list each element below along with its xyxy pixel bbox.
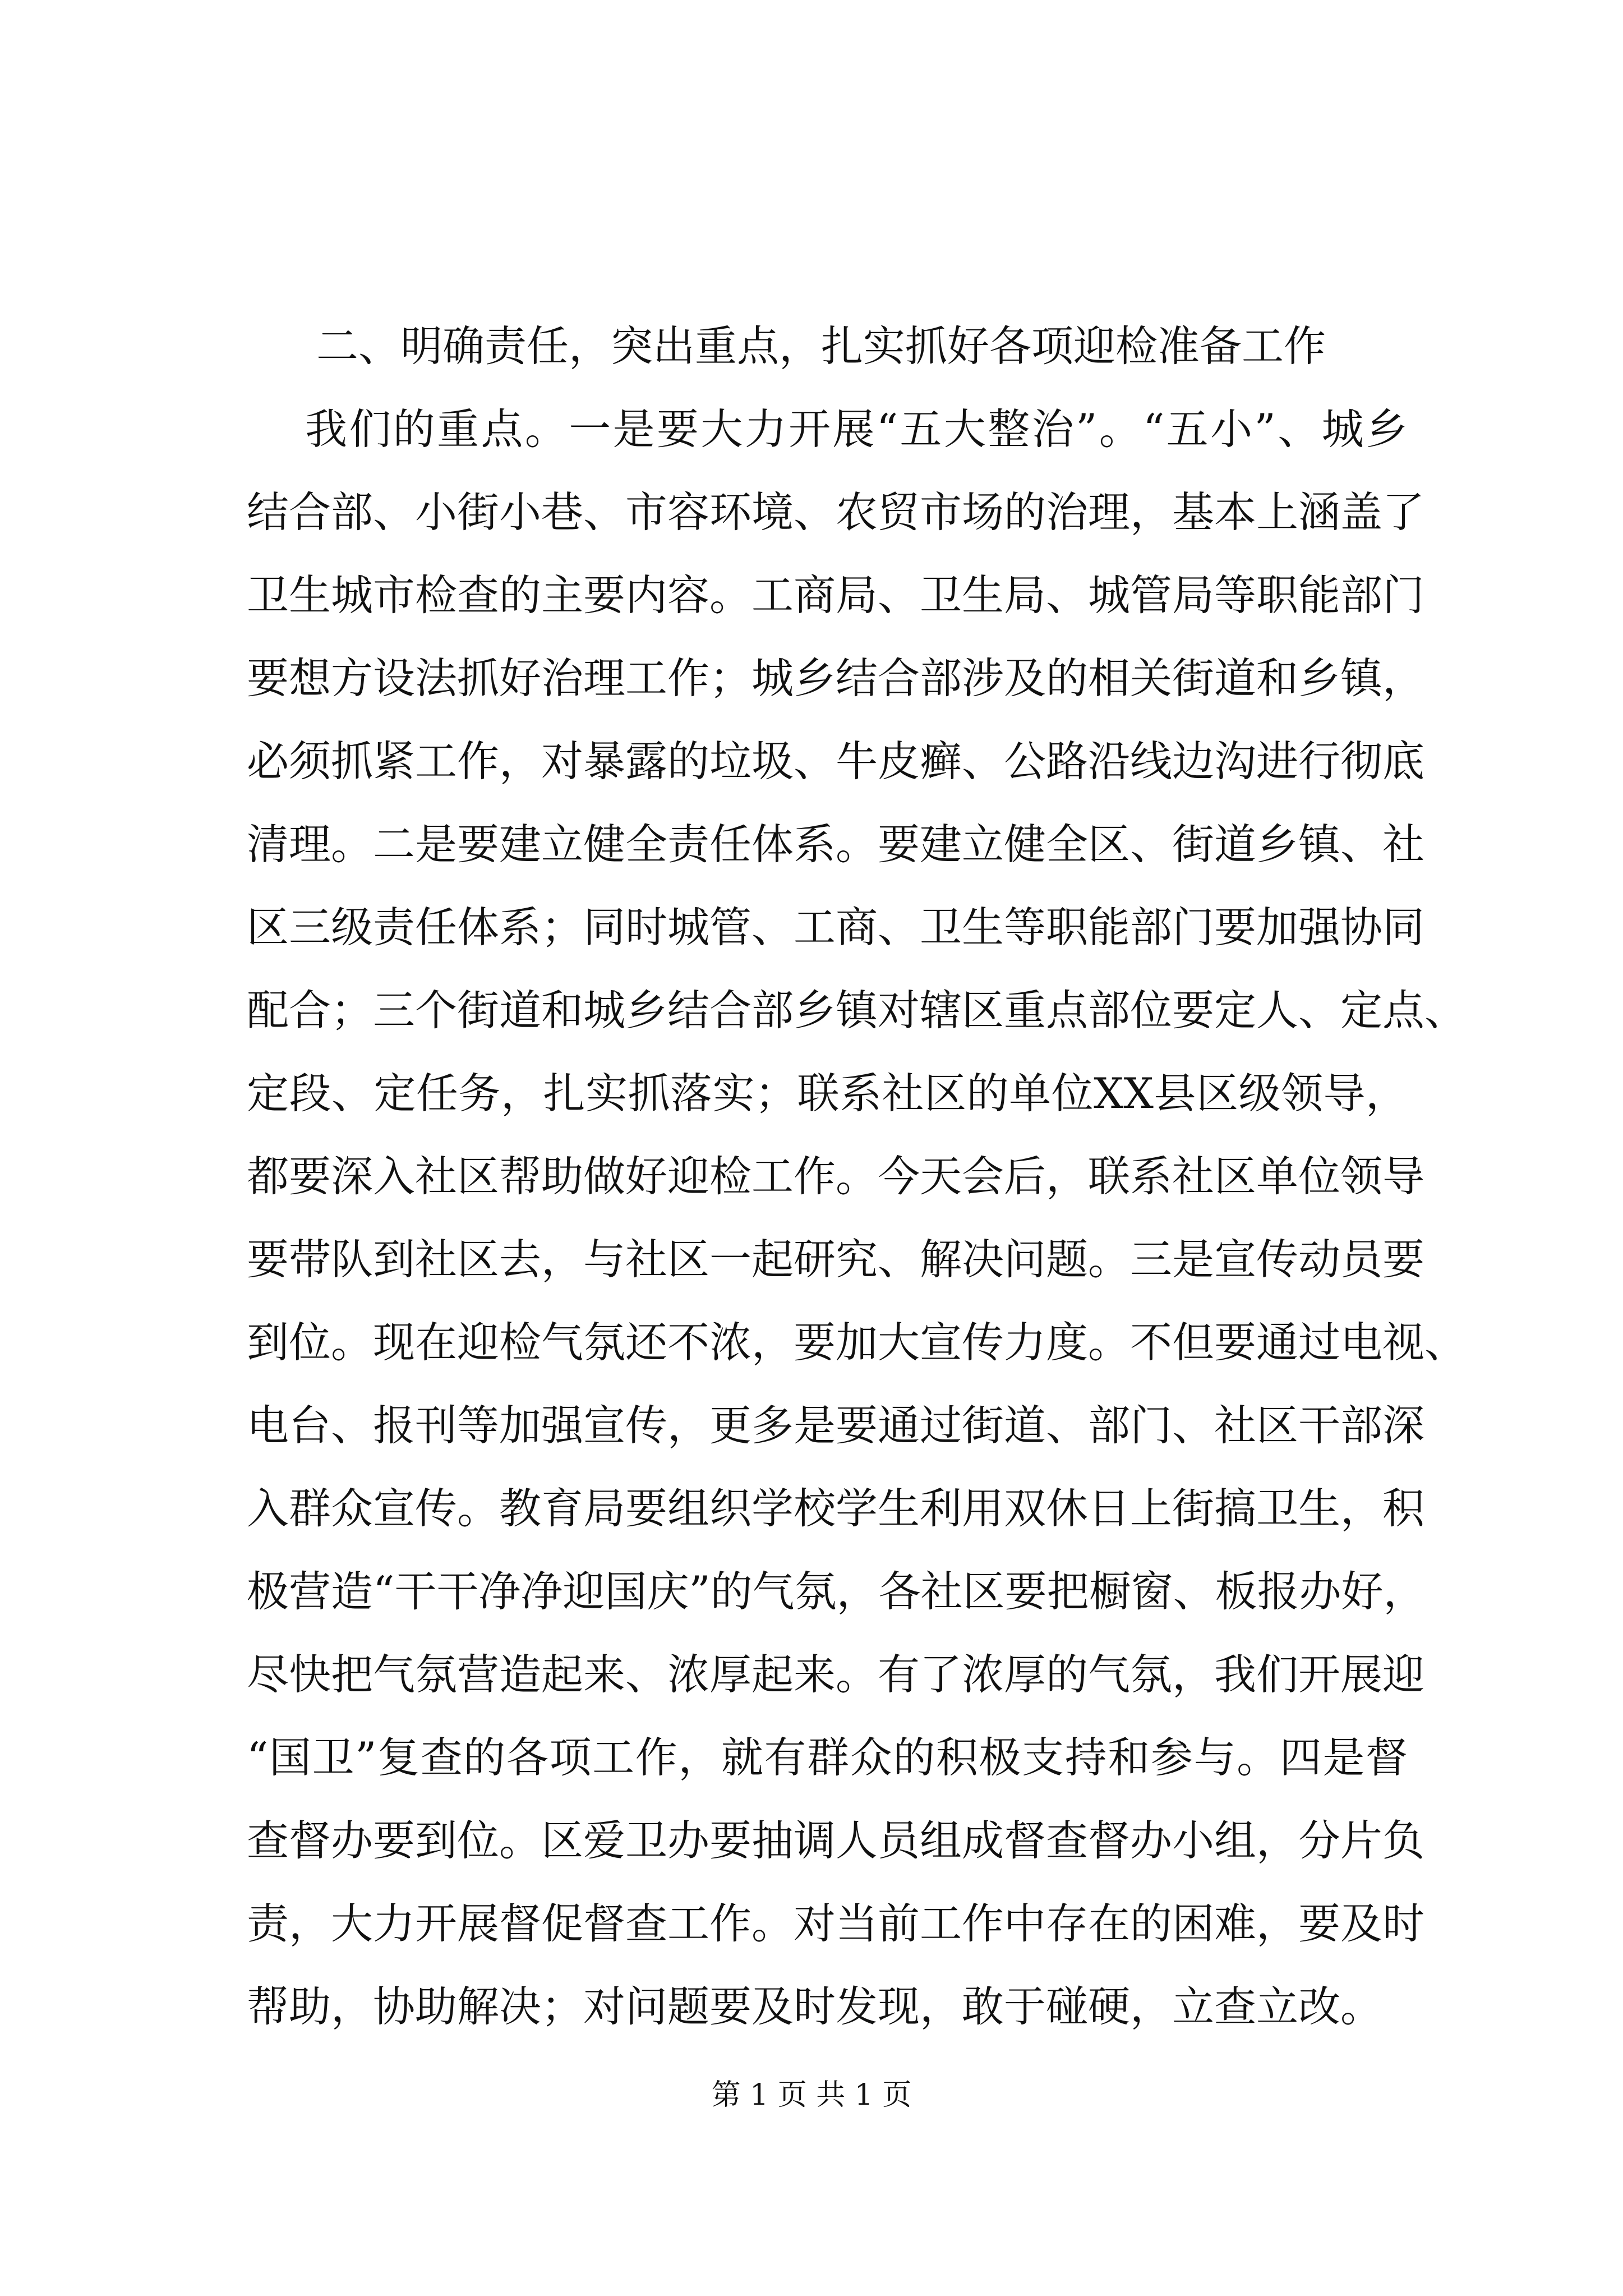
body-line: 要想方设法抓好治理工作；城乡结合部涉及的相关街道和乡镇， [247,654,1425,703]
body-line: “国卫”复查的各项工作，就有群众的积极支持和参与。四是督 [247,1733,1408,1782]
body-line: 电台、报刊等加强宣传，更多是要通过街道、部门、社区干部深 [247,1401,1425,1450]
section-heading: 二、明确责任，突出重点，扎实抓好各项迎检准备工作 [316,321,1326,371]
body-line: 定段、定任务，扎实抓落实；联系社区的单位XX县区级领导， [247,1069,1408,1118]
body-line: 到位。现在迎检气氛还不浓，要加大宣传力度。不但要通过电视、 [247,1318,1467,1367]
body-line: 必须抓紧工作，对暴露的垃圾、牛皮癣、公路沿线边沟进行彻底 [247,737,1425,786]
body-line: 帮助，协助解决；对问题要及时发现，敢于碰硬，立查立改。 [247,1982,1383,2031]
body-line: 配合；三个街道和城乡结合部乡镇对辖区重点部位要定人、定点、 [247,986,1467,1035]
body-line: 卫生城市检查的主要内容。工商局、卫生局、城管局等职能部门 [247,570,1425,620]
body-line: 极营造“干干净净迎国庆”的气氛，各社区要把橱窗、板报办好， [247,1567,1426,1616]
body-line: 责，大力开展督促督查工作。对当前工作中存在的困难，要及时 [247,1899,1425,1948]
body-line: 清理。二是要建立健全责任体系。要建立健全区、街道乡镇、社 [247,820,1425,869]
body-line: 要带队到社区去，与社区一起研究、解决问题。三是宣传动员要 [247,1235,1425,1284]
body-line: 都要深入社区帮助做好迎检工作。今天会后，联系社区单位领导 [247,1152,1425,1201]
page-number-footer: 第 1 页 共 1 页 [711,2078,912,2112]
body-line: 入群众宣传。教育局要组织学校学生利用双休日上街搞卫生，积 [247,1484,1425,1533]
body-line: 我们的重点。一是要大力开展“五大整治”。“五小”、城乡 [305,404,1408,454]
body-line: 查督办要到位。区爱卫办要抽调人员组成督查督办小组，分片负 [247,1816,1425,1865]
body-line: 尽快把气氛营造起来、浓厚起来。有了浓厚的气氛，我们开展迎 [247,1650,1425,1699]
body-line: 区三级责任体系；同时城管、工商、卫生等职能部门要加强协同 [247,903,1425,952]
document-body [247,305,1467,2048]
body-line: 结合部、小街小巷、市容环境、农贸市场的治理，基本上涵盖了 [247,487,1425,537]
